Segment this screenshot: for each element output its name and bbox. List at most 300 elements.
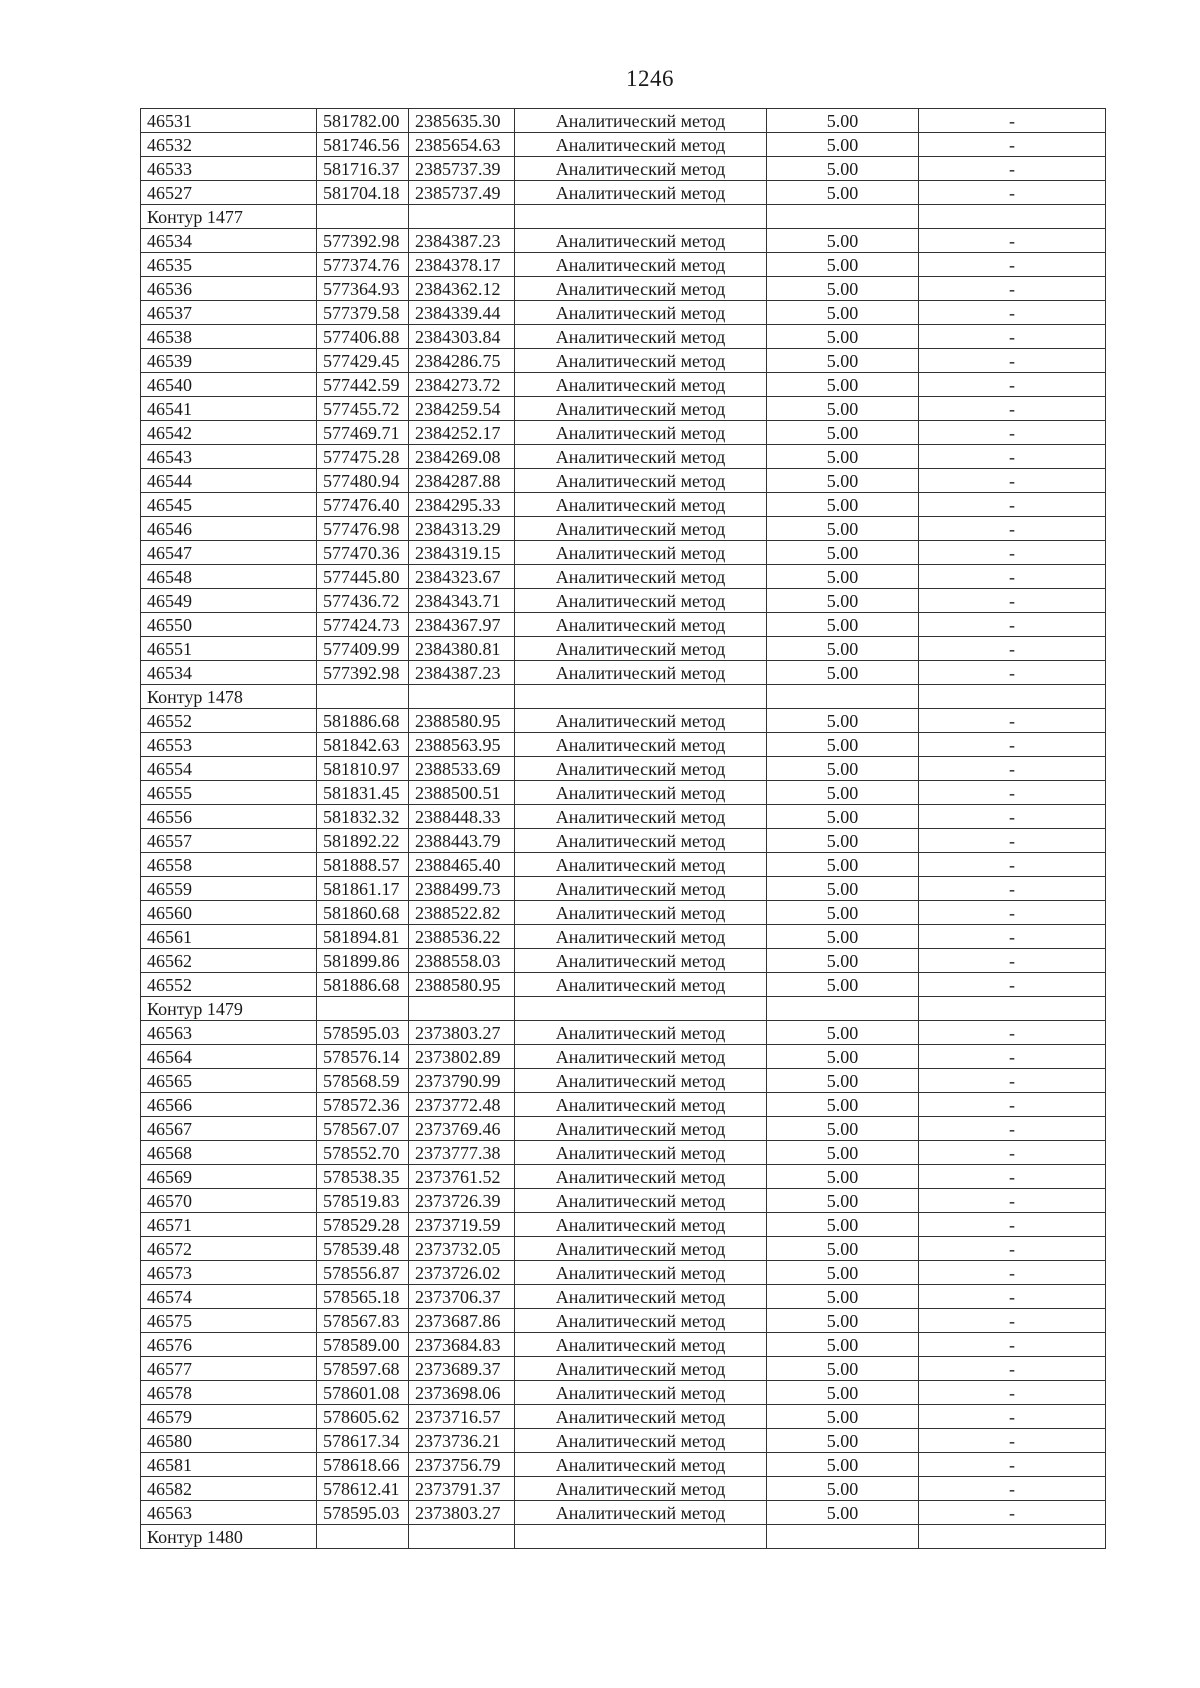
y-coordinate-cell: 2388580.95 <box>409 709 515 733</box>
table-row <box>141 109 1106 133</box>
method-cell: Аналитический метод <box>515 973 767 997</box>
coordinates-table-body <box>141 109 1106 1549</box>
error-cell: 5.00 <box>767 565 919 589</box>
y-coordinate-cell: 2385737.49 <box>409 181 515 205</box>
page-number: 1246 <box>626 66 674 91</box>
x-coordinate-cell: 581704.18 <box>317 181 409 205</box>
method-cell: Аналитический метод <box>515 373 767 397</box>
error-cell: 5.00 <box>767 709 919 733</box>
empty-cell <box>409 205 515 229</box>
note-cell: - <box>919 541 1106 565</box>
y-coordinate-cell: 2373684.83 <box>409 1333 515 1357</box>
note-cell: - <box>919 1213 1106 1237</box>
method-cell: Аналитический метод <box>515 1165 767 1189</box>
empty-cell <box>767 205 919 229</box>
table-row <box>141 733 1106 757</box>
x-coordinate-cell: 577364.93 <box>317 277 409 301</box>
point-id-cell: 46576 <box>141 1333 317 1357</box>
method-cell: Аналитический метод <box>515 1501 767 1525</box>
x-coordinate-cell: 578589.00 <box>317 1333 409 1357</box>
error-cell: 5.00 <box>767 1021 919 1045</box>
table-row <box>141 901 1106 925</box>
error-cell: 5.00 <box>767 1093 919 1117</box>
point-id-cell: 46563 <box>141 1501 317 1525</box>
point-id-cell: 46558 <box>141 853 317 877</box>
y-coordinate-cell: 2373803.27 <box>409 1501 515 1525</box>
point-id-cell: 46545 <box>141 493 317 517</box>
y-coordinate-cell: 2388522.82 <box>409 901 515 925</box>
method-cell: Аналитический метод <box>515 493 767 517</box>
method-cell: Аналитический метод <box>515 829 767 853</box>
table-row <box>141 1405 1106 1429</box>
table-row <box>141 1333 1106 1357</box>
note-cell: - <box>919 1453 1106 1477</box>
method-cell: Аналитический метод <box>515 757 767 781</box>
method-cell: Аналитический метод <box>515 949 767 973</box>
contour-header-row <box>141 205 1106 229</box>
table-row <box>141 877 1106 901</box>
table-row <box>141 757 1106 781</box>
x-coordinate-cell: 578538.35 <box>317 1165 409 1189</box>
x-coordinate-cell: 578539.48 <box>317 1237 409 1261</box>
x-coordinate-cell: 581886.68 <box>317 973 409 997</box>
x-coordinate-cell: 577406.88 <box>317 325 409 349</box>
x-coordinate-cell: 581886.68 <box>317 709 409 733</box>
method-cell: Аналитический метод <box>515 181 767 205</box>
table-row <box>141 325 1106 349</box>
table-row <box>141 1357 1106 1381</box>
error-cell: 5.00 <box>767 229 919 253</box>
note-cell: - <box>919 157 1106 181</box>
y-coordinate-cell: 2373706.37 <box>409 1285 515 1309</box>
note-cell: - <box>919 517 1106 541</box>
point-id-cell: 46531 <box>141 109 317 133</box>
method-cell: Аналитический метод <box>515 445 767 469</box>
table-row <box>141 421 1106 445</box>
x-coordinate-cell: 577470.36 <box>317 541 409 565</box>
error-cell: 5.00 <box>767 1261 919 1285</box>
error-cell: 5.00 <box>767 301 919 325</box>
y-coordinate-cell: 2384380.81 <box>409 637 515 661</box>
note-cell: - <box>919 1189 1106 1213</box>
x-coordinate-cell: 581892.22 <box>317 829 409 853</box>
x-coordinate-cell: 581899.86 <box>317 949 409 973</box>
note-cell: - <box>919 1501 1106 1525</box>
x-coordinate-cell: 581888.57 <box>317 853 409 877</box>
x-coordinate-cell: 577436.72 <box>317 589 409 613</box>
table-row <box>141 613 1106 637</box>
error-cell: 5.00 <box>767 853 919 877</box>
y-coordinate-cell: 2384339.44 <box>409 301 515 325</box>
y-coordinate-cell: 2384273.72 <box>409 373 515 397</box>
point-id-cell: 46570 <box>141 1189 317 1213</box>
table-row <box>141 133 1106 157</box>
error-cell: 5.00 <box>767 733 919 757</box>
method-cell: Аналитический метод <box>515 421 767 445</box>
method-cell: Аналитический метод <box>515 1093 767 1117</box>
y-coordinate-cell: 2373726.02 <box>409 1261 515 1285</box>
method-cell: Аналитический метод <box>515 1453 767 1477</box>
note-cell: - <box>919 277 1106 301</box>
y-coordinate-cell: 2384286.75 <box>409 349 515 373</box>
x-coordinate-cell: 581831.45 <box>317 781 409 805</box>
method-cell: Аналитический метод <box>515 925 767 949</box>
y-coordinate-cell: 2384362.12 <box>409 277 515 301</box>
note-cell: - <box>919 1045 1106 1069</box>
table-row <box>141 781 1106 805</box>
method-cell: Аналитический метод <box>515 109 767 133</box>
note-cell: - <box>919 613 1106 637</box>
table-row <box>141 973 1106 997</box>
point-id-cell: 46582 <box>141 1477 317 1501</box>
method-cell: Аналитический метод <box>515 1333 767 1357</box>
table-row <box>141 1045 1106 1069</box>
point-id-cell: 46537 <box>141 301 317 325</box>
method-cell: Аналитический метод <box>515 1429 767 1453</box>
point-id-cell: 46534 <box>141 229 317 253</box>
y-coordinate-cell: 2388533.69 <box>409 757 515 781</box>
x-coordinate-cell: 577392.98 <box>317 229 409 253</box>
table-row <box>141 493 1106 517</box>
note-cell: - <box>919 109 1106 133</box>
method-cell: Аналитический метод <box>515 1477 767 1501</box>
point-id-cell: 46546 <box>141 517 317 541</box>
x-coordinate-cell: 581810.97 <box>317 757 409 781</box>
y-coordinate-cell: 2373791.37 <box>409 1477 515 1501</box>
error-cell: 5.00 <box>767 1117 919 1141</box>
y-coordinate-cell: 2373732.05 <box>409 1237 515 1261</box>
error-cell: 5.00 <box>767 805 919 829</box>
note-cell: - <box>919 1285 1106 1309</box>
y-coordinate-cell: 2373769.46 <box>409 1117 515 1141</box>
point-id-cell: 46532 <box>141 133 317 157</box>
y-coordinate-cell: 2373777.38 <box>409 1141 515 1165</box>
method-cell: Аналитический метод <box>515 1237 767 1261</box>
note-cell: - <box>919 181 1106 205</box>
empty-cell <box>919 997 1106 1021</box>
note-cell: - <box>919 445 1106 469</box>
table-row <box>141 229 1106 253</box>
error-cell: 5.00 <box>767 1309 919 1333</box>
error-cell: 5.00 <box>767 1069 919 1093</box>
y-coordinate-cell: 2373719.59 <box>409 1213 515 1237</box>
method-cell: Аналитический метод <box>515 1021 767 1045</box>
error-cell: 5.00 <box>767 109 919 133</box>
error-cell: 5.00 <box>767 325 919 349</box>
x-coordinate-cell: 581716.37 <box>317 157 409 181</box>
y-coordinate-cell: 2388465.40 <box>409 853 515 877</box>
table-row <box>141 157 1106 181</box>
table-row <box>141 805 1106 829</box>
table-row <box>141 1213 1106 1237</box>
y-coordinate-cell: 2373761.52 <box>409 1165 515 1189</box>
error-cell: 5.00 <box>767 1429 919 1453</box>
table-row <box>141 925 1106 949</box>
y-coordinate-cell: 2373689.37 <box>409 1357 515 1381</box>
method-cell: Аналитический метод <box>515 517 767 541</box>
note-cell: - <box>919 589 1106 613</box>
note-cell: - <box>919 1477 1106 1501</box>
note-cell: - <box>919 829 1106 853</box>
x-coordinate-cell: 577480.94 <box>317 469 409 493</box>
empty-cell <box>409 1525 515 1549</box>
method-cell: Аналитический метод <box>515 1189 767 1213</box>
y-coordinate-cell: 2373802.89 <box>409 1045 515 1069</box>
point-id-cell: 46575 <box>141 1309 317 1333</box>
method-cell: Аналитический метод <box>515 325 767 349</box>
y-coordinate-cell: 2373756.79 <box>409 1453 515 1477</box>
empty-cell <box>409 685 515 709</box>
point-id-cell: 46581 <box>141 1453 317 1477</box>
y-coordinate-cell: 2384252.17 <box>409 421 515 445</box>
note-cell: - <box>919 373 1106 397</box>
contour-header-row <box>141 997 1106 1021</box>
table-row <box>141 1141 1106 1165</box>
method-cell: Аналитический метод <box>515 1045 767 1069</box>
x-coordinate-cell: 577469.71 <box>317 421 409 445</box>
error-cell: 5.00 <box>767 901 919 925</box>
point-id-cell: 46541 <box>141 397 317 421</box>
error-cell: 5.00 <box>767 133 919 157</box>
error-cell: 5.00 <box>767 445 919 469</box>
point-id-cell: 46543 <box>141 445 317 469</box>
empty-cell <box>515 685 767 709</box>
y-coordinate-cell: 2388558.03 <box>409 949 515 973</box>
point-id-cell: 46562 <box>141 949 317 973</box>
y-coordinate-cell: 2388536.22 <box>409 925 515 949</box>
method-cell: Аналитический метод <box>515 1069 767 1093</box>
table-row <box>141 1093 1106 1117</box>
method-cell: Аналитический метод <box>515 1261 767 1285</box>
method-cell: Аналитический метод <box>515 157 767 181</box>
point-id-cell: 46559 <box>141 877 317 901</box>
table-row <box>141 253 1106 277</box>
point-id-cell: 46540 <box>141 373 317 397</box>
method-cell: Аналитический метод <box>515 613 767 637</box>
error-cell: 5.00 <box>767 1405 919 1429</box>
table-row <box>141 1165 1106 1189</box>
contour-label: Контур 1478 <box>141 685 317 709</box>
x-coordinate-cell: 581861.17 <box>317 877 409 901</box>
table-row <box>141 1237 1106 1261</box>
table-row <box>141 589 1106 613</box>
note-cell: - <box>919 1117 1106 1141</box>
point-id-cell: 46548 <box>141 565 317 589</box>
point-id-cell: 46549 <box>141 589 317 613</box>
method-cell: Аналитический метод <box>515 565 767 589</box>
error-cell: 5.00 <box>767 157 919 181</box>
point-id-cell: 46555 <box>141 781 317 805</box>
method-cell: Аналитический метод <box>515 541 767 565</box>
table-row <box>141 397 1106 421</box>
empty-cell <box>515 1525 767 1549</box>
error-cell: 5.00 <box>767 1141 919 1165</box>
note-cell: - <box>919 565 1106 589</box>
method-cell: Аналитический метод <box>515 229 767 253</box>
x-coordinate-cell: 578612.41 <box>317 1477 409 1501</box>
y-coordinate-cell: 2385635.30 <box>409 109 515 133</box>
note-cell: - <box>919 949 1106 973</box>
y-coordinate-cell: 2388443.79 <box>409 829 515 853</box>
x-coordinate-cell: 578568.59 <box>317 1069 409 1093</box>
point-id-cell: 46566 <box>141 1093 317 1117</box>
x-coordinate-cell: 581860.68 <box>317 901 409 925</box>
error-cell: 5.00 <box>767 469 919 493</box>
note-cell: - <box>919 1237 1106 1261</box>
y-coordinate-cell: 2388580.95 <box>409 973 515 997</box>
point-id-cell: 46577 <box>141 1357 317 1381</box>
method-cell: Аналитический метод <box>515 1357 767 1381</box>
point-id-cell: 46552 <box>141 973 317 997</box>
table-row <box>141 541 1106 565</box>
point-id-cell: 46535 <box>141 253 317 277</box>
contour-header-row <box>141 685 1106 709</box>
table-row <box>141 301 1106 325</box>
contour-label: Контур 1480 <box>141 1525 317 1549</box>
point-id-cell: 46544 <box>141 469 317 493</box>
point-id-cell: 46564 <box>141 1045 317 1069</box>
point-id-cell: 46574 <box>141 1285 317 1309</box>
point-id-cell: 46561 <box>141 925 317 949</box>
error-cell: 5.00 <box>767 1285 919 1309</box>
error-cell: 5.00 <box>767 589 919 613</box>
method-cell: Аналитический метод <box>515 661 767 685</box>
point-id-cell: 46572 <box>141 1237 317 1261</box>
table-row <box>141 1381 1106 1405</box>
error-cell: 5.00 <box>767 277 919 301</box>
method-cell: Аналитический метод <box>515 349 767 373</box>
note-cell: - <box>919 397 1106 421</box>
x-coordinate-cell: 578519.83 <box>317 1189 409 1213</box>
note-cell: - <box>919 733 1106 757</box>
empty-cell <box>515 205 767 229</box>
method-cell: Аналитический метод <box>515 1405 767 1429</box>
x-coordinate-cell: 577455.72 <box>317 397 409 421</box>
point-id-cell: 46560 <box>141 901 317 925</box>
method-cell: Аналитический метод <box>515 469 767 493</box>
empty-cell <box>919 205 1106 229</box>
table-row <box>141 181 1106 205</box>
empty-cell <box>409 997 515 1021</box>
contour-label: Контур 1479 <box>141 997 317 1021</box>
x-coordinate-cell: 578597.68 <box>317 1357 409 1381</box>
point-id-cell: 46552 <box>141 709 317 733</box>
error-cell: 5.00 <box>767 517 919 541</box>
x-coordinate-cell: 577379.58 <box>317 301 409 325</box>
y-coordinate-cell: 2384323.67 <box>409 565 515 589</box>
error-cell: 5.00 <box>767 973 919 997</box>
error-cell: 5.00 <box>767 1357 919 1381</box>
error-cell: 5.00 <box>767 925 919 949</box>
empty-cell <box>919 1525 1106 1549</box>
x-coordinate-cell: 578556.87 <box>317 1261 409 1285</box>
note-cell: - <box>919 1381 1106 1405</box>
method-cell: Аналитический метод <box>515 1381 767 1405</box>
note-cell: - <box>919 757 1106 781</box>
error-cell: 5.00 <box>767 349 919 373</box>
y-coordinate-cell: 2384295.33 <box>409 493 515 517</box>
point-id-cell: 46565 <box>141 1069 317 1093</box>
note-cell: - <box>919 1069 1106 1093</box>
y-coordinate-cell: 2385654.63 <box>409 133 515 157</box>
note-cell: - <box>919 325 1106 349</box>
empty-cell <box>767 1525 919 1549</box>
note-cell: - <box>919 637 1106 661</box>
error-cell: 5.00 <box>767 541 919 565</box>
table-row <box>141 469 1106 493</box>
note-cell: - <box>919 1021 1106 1045</box>
method-cell: Аналитический метод <box>515 253 767 277</box>
x-coordinate-cell: 581746.56 <box>317 133 409 157</box>
note-cell: - <box>919 229 1106 253</box>
error-cell: 5.00 <box>767 661 919 685</box>
point-id-cell: 46542 <box>141 421 317 445</box>
table-row <box>141 1189 1106 1213</box>
point-id-cell: 46554 <box>141 757 317 781</box>
coordinates-table <box>140 108 1106 1549</box>
method-cell: Аналитический метод <box>515 1213 767 1237</box>
method-cell: Аналитический метод <box>515 277 767 301</box>
y-coordinate-cell: 2384343.71 <box>409 589 515 613</box>
x-coordinate-cell: 578572.36 <box>317 1093 409 1117</box>
table-row <box>141 445 1106 469</box>
y-coordinate-cell: 2373698.06 <box>409 1381 515 1405</box>
x-coordinate-cell: 578552.70 <box>317 1141 409 1165</box>
error-cell: 5.00 <box>767 949 919 973</box>
table-row <box>141 637 1106 661</box>
point-id-cell: 46533 <box>141 157 317 181</box>
y-coordinate-cell: 2384259.54 <box>409 397 515 421</box>
y-coordinate-cell: 2373790.99 <box>409 1069 515 1093</box>
x-coordinate-cell: 577476.40 <box>317 493 409 517</box>
note-cell: - <box>919 853 1106 877</box>
method-cell: Аналитический метод <box>515 133 767 157</box>
error-cell: 5.00 <box>767 829 919 853</box>
x-coordinate-cell: 578595.03 <box>317 1021 409 1045</box>
y-coordinate-cell: 2388499.73 <box>409 877 515 901</box>
method-cell: Аналитический метод <box>515 1285 767 1309</box>
x-coordinate-cell: 578529.28 <box>317 1213 409 1237</box>
table-row <box>141 1453 1106 1477</box>
y-coordinate-cell: 2373716.57 <box>409 1405 515 1429</box>
error-cell: 5.00 <box>767 1213 919 1237</box>
table-row <box>141 565 1106 589</box>
note-cell: - <box>919 781 1106 805</box>
error-cell: 5.00 <box>767 373 919 397</box>
point-id-cell: 46571 <box>141 1213 317 1237</box>
error-cell: 5.00 <box>767 253 919 277</box>
note-cell: - <box>919 133 1106 157</box>
note-cell: - <box>919 661 1106 685</box>
x-coordinate-cell: 578601.08 <box>317 1381 409 1405</box>
error-cell: 5.00 <box>767 397 919 421</box>
y-coordinate-cell: 2384387.23 <box>409 661 515 685</box>
point-id-cell: 46568 <box>141 1141 317 1165</box>
x-coordinate-cell: 577424.73 <box>317 613 409 637</box>
note-cell: - <box>919 1405 1106 1429</box>
point-id-cell: 46578 <box>141 1381 317 1405</box>
point-id-cell: 46579 <box>141 1405 317 1429</box>
contour-label: Контур 1477 <box>141 205 317 229</box>
point-id-cell: 46527 <box>141 181 317 205</box>
x-coordinate-cell: 577429.45 <box>317 349 409 373</box>
point-id-cell: 46553 <box>141 733 317 757</box>
note-cell: - <box>919 421 1106 445</box>
y-coordinate-cell: 2384313.29 <box>409 517 515 541</box>
y-coordinate-cell: 2385737.39 <box>409 157 515 181</box>
y-coordinate-cell: 2384269.08 <box>409 445 515 469</box>
point-id-cell: 46550 <box>141 613 317 637</box>
